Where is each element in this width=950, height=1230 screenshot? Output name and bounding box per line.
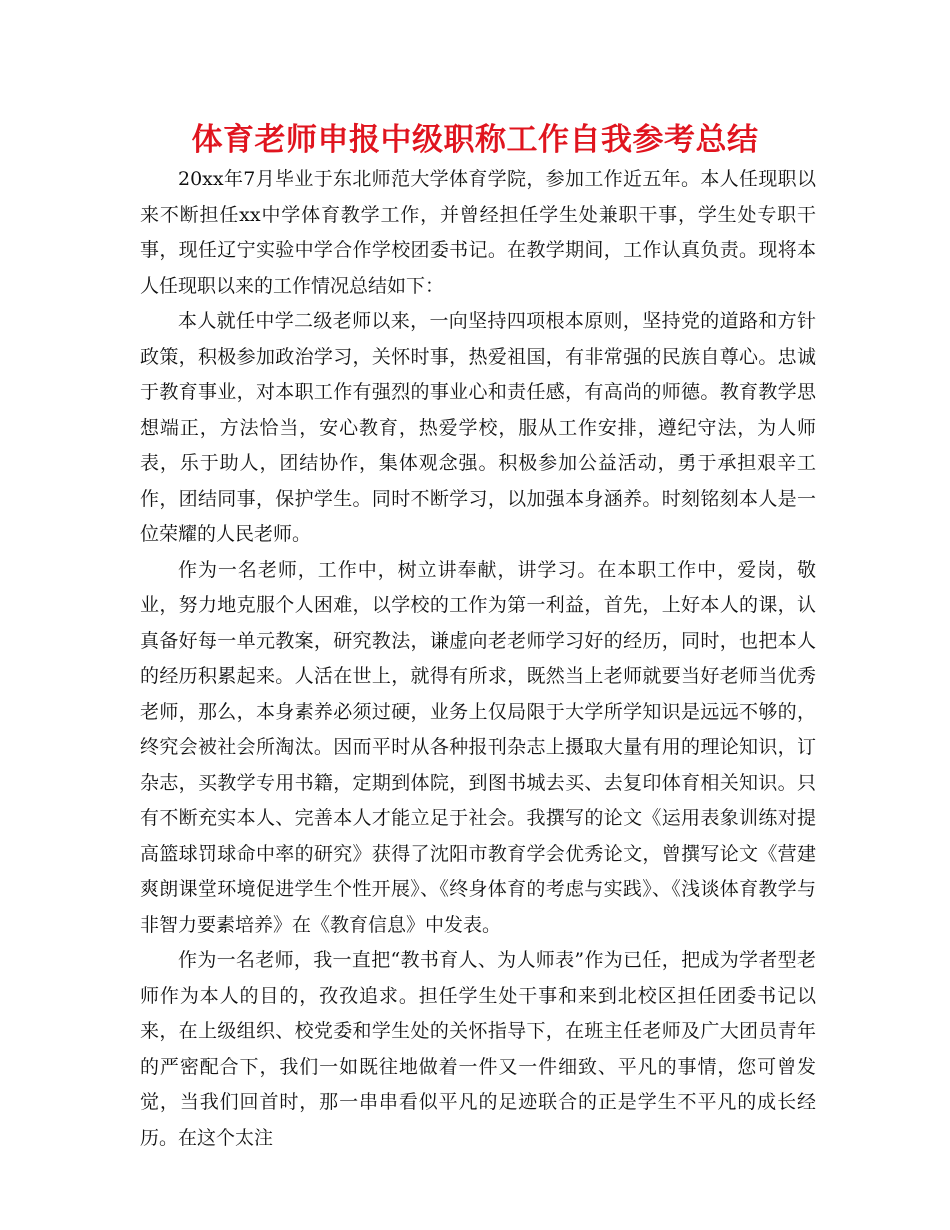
paragraph-4: 作为一名老师，我一直把“教书育人、为人师表”作为已任，把成为学者型老师作为本人的目的，孜孜追求。担任学生处干事和来到北校区担任团委书记以来，在上级组织、校党委和学生处的关怀指导下，在班主任老师及广大团员青年的严密配合下，我们一如既往地做着一件又一件细致、平凡的事情，您可曾发觉，当我们回首时，那一串串看似平凡的足迹联合的正是学生不平凡的成长经历。在这个太注 [140, 949, 816, 1149]
paragraph-3: 作为一名老师，工作中，树立讲奉献，讲学习。在本职工作中，爱岗，敬业，努力地克服个人困难，以学校的工作为第一利益，首先，上好本人的课，认真备好每一单元教案，研究教法，谦虚向老老师学习好的经历，同时，也把本人的经历积累起来。人活在世上，就得有所求，既然当上老师就要当好老师当优秀老师，那么，本身素养必须过硬，业务上仅局限于大学所学知识是远远不够的，终究会被社会所淘汰。因而平时从各种报刊杂志上摄取大量有用的理论知识，订杂志，买教学专用书籍，定期到体院，到图书城去买、去复印体育相关知识。只有不断充实本人、完善本人才能立足于社会。我撰写的论文《运用表象训练对提高篮球罚球命中率的研究》获得了沈阳市教育学会优秀论文，曾撰写论文《营建爽朗课堂环境促进学生个性开展》、《终身体育的考虑与实践》、《浅谈体育教学与非智力要素培养》在《教育信息》中发表。 [140, 558, 816, 936]
document-title: 体育老师申报中级职称工作自我参考总结 [191, 122, 759, 158]
paragraph-2: 本人就任中学二级老师以来，一向坚持四项根本原则，坚持党的道路和方针政策，积极参加政治学习，关怀时事，热爱祖国，有非常强的民族自尊心。忠诚于教育事业，对本职工作有强烈的事业心和责任感，有高尚的师德。教育教学思想端正，方法恰当，安心教育，热爱学校，服从工作安排，遵纪守法，为人师表，乐于助人，团结协作，集体观念强。积极参加公益活动，勇于承担艰辛工作，团结同事，保护学生。同时不断学习，以加强本身涵养。时刻铭刻本人是一位荣耀的人民老师。 [140, 310, 816, 545]
paragraph-1: 20xx年7月毕业于东北师范大学体育学院，参加工作近五年。本人任现职以来不断担任xx中学体育教学工作，并曾经担任学生处兼职干事，学生处专职干事，现任辽宁实验中学合作学校团委书记。在教学期间，工作认真负责。现将本人任现职以来的工作情况总结如下： [140, 168, 816, 297]
document-body [140, 162, 816, 1156]
